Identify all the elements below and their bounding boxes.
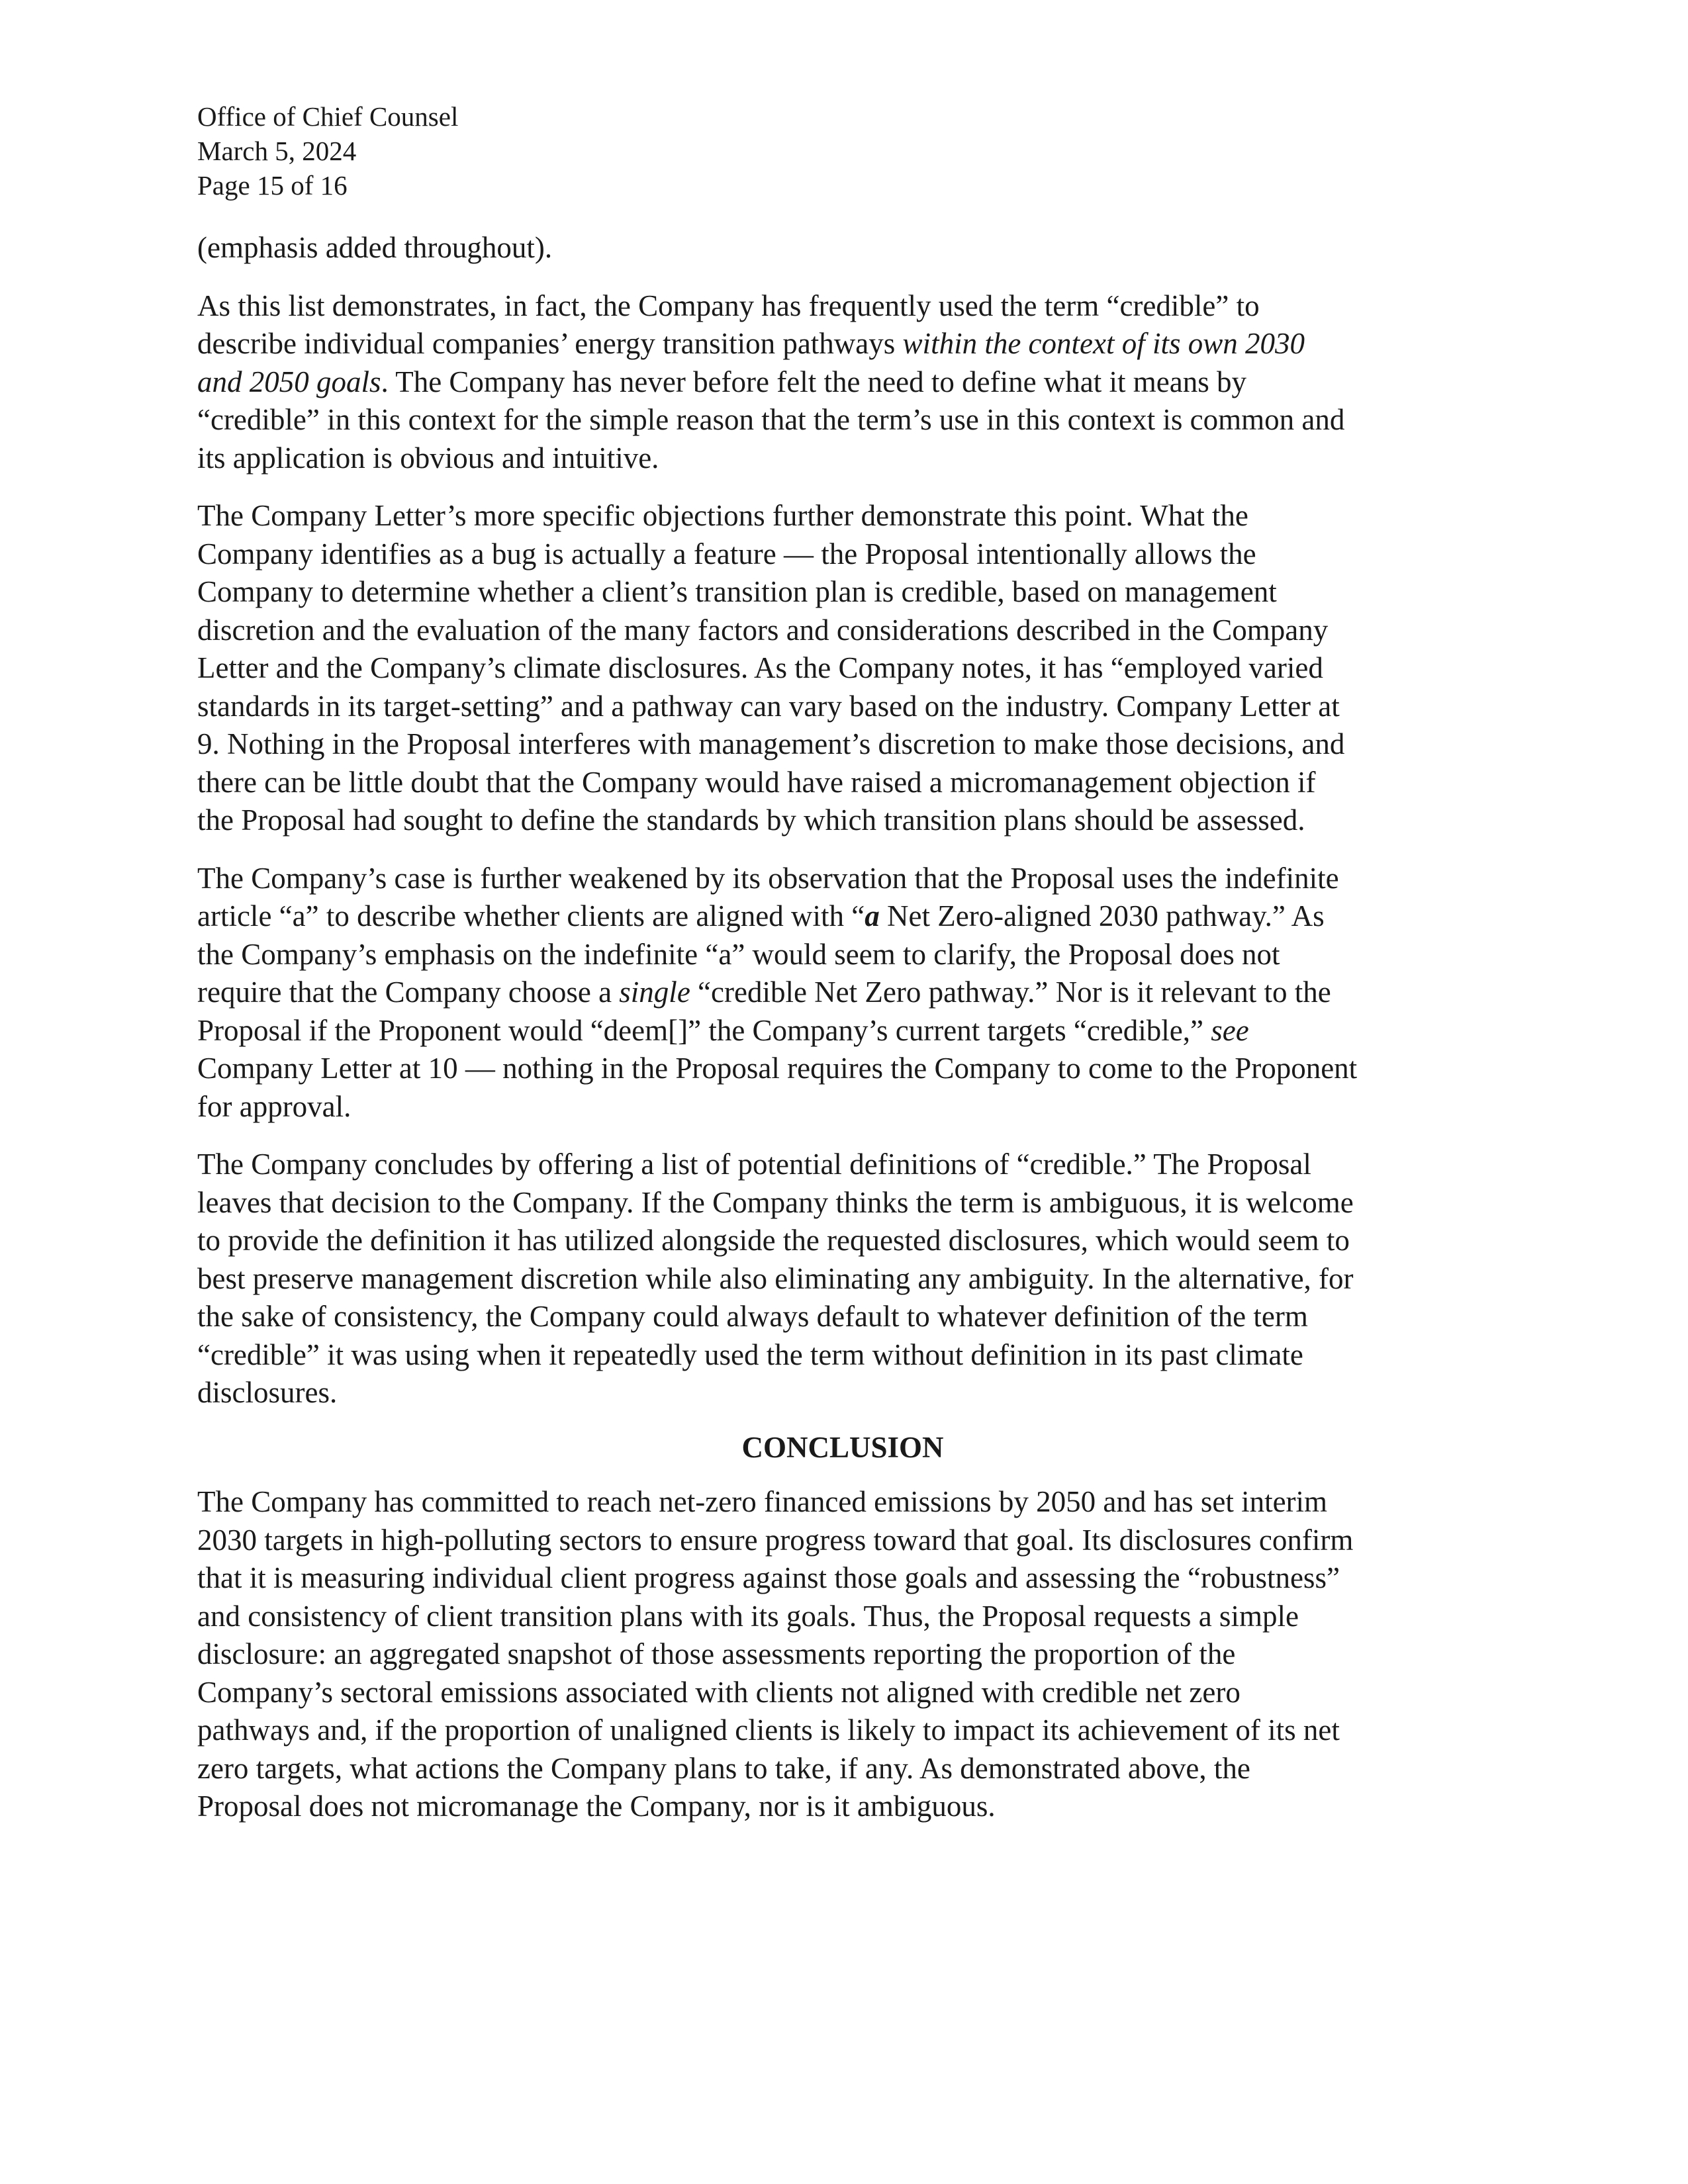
text-line: Company identifies as a bug is actually a feature — the Proposal intentionally allows the bbox=[197, 537, 1256, 570]
text-line bbox=[197, 1012, 1488, 1050]
text-line: disclosure: an aggregated snapshot of those assessments reporting the proportion of the bbox=[197, 1637, 1236, 1670]
text-line: the sake of consistency, the Company could always default to whatever definition of the term bbox=[197, 1300, 1308, 1333]
bold-italic-text: a bbox=[865, 899, 880, 933]
text-line: and consistency of client transition plans with its goals. Thus, the Proposal requests a simple bbox=[197, 1599, 1299, 1633]
text-run: describe individual companies’ energy transition pathways bbox=[197, 327, 903, 360]
header-date: March 5, 2024 bbox=[197, 136, 357, 166]
emphasis-text: single bbox=[619, 976, 690, 1009]
header-page-number: Page 15 of 16 bbox=[197, 170, 348, 201]
section-heading-conclusion: CONCLUSION bbox=[741, 1430, 944, 1464]
text-line: leaves that decision to the Company. If the Company thinks the term is ambiguous, it is welcome bbox=[197, 1185, 1354, 1219]
emphasis-text: within the context of its own 2030 bbox=[902, 327, 1305, 360]
text-line: The Company concludes by offering a list of potential definitions of “credible.” The Proposal bbox=[197, 1148, 1311, 1181]
text-line bbox=[197, 974, 1488, 1012]
text-line: for approval. bbox=[197, 1089, 352, 1123]
emphasis-text: and 2050 goals bbox=[197, 365, 381, 398]
text-line bbox=[197, 897, 1488, 936]
text-line: Proposal does not micromanage the Company, nor is it ambiguous. bbox=[197, 1790, 996, 1823]
text-line: As this list demonstrates, in fact, the Company has frequently used the term “credible” to bbox=[197, 289, 1260, 322]
text-line: standards in its target-setting” and a pathway can vary based on the industry. Company Letter at bbox=[197, 689, 1340, 723]
text-line: The Company’s case is further weakened by its observation that the Proposal uses the indefinite bbox=[197, 861, 1339, 895]
text-line: zero targets, what actions the Company plans to take, if any. As demonstrated above, the bbox=[197, 1751, 1250, 1785]
paragraph-indefinite-article bbox=[197, 860, 1488, 1126]
text-line: (emphasis added throughout). bbox=[197, 231, 553, 264]
text-line: 2030 targets in high-polluting sectors to ensure progress toward that goal. Its disclosures confirm bbox=[197, 1523, 1354, 1557]
text-line: The Company Letter’s more specific objections further demonstrate this point. What the bbox=[197, 499, 1248, 532]
text-line: Letter and the Company’s climate disclosures. As the Company notes, it has “employed varied bbox=[197, 651, 1323, 684]
paragraph-conclusion bbox=[197, 1483, 1488, 1826]
text-line: 9. Nothing in the Proposal interferes with management’s discretion to make those decisions, and bbox=[197, 727, 1345, 760]
text-run: Proposal if the Proponent would “deem[]” the Company’s current targets “credible,” bbox=[197, 1013, 1211, 1047]
paragraph-definitions bbox=[197, 1146, 1488, 1412]
paragraph-credible-usage bbox=[197, 287, 1488, 478]
text-run: require that the Company choose a bbox=[197, 976, 620, 1009]
letter-header bbox=[197, 99, 1488, 203]
text-line: Company’s sectoral emissions associated with clients not aligned with credible net zero bbox=[197, 1675, 1241, 1709]
text-line: best preserve management discretion while also eliminating any ambiguity. In the alternative, for bbox=[197, 1261, 1354, 1295]
paragraph-emphasis-note bbox=[197, 229, 1488, 267]
document-page bbox=[197, 99, 1488, 1826]
text-line: the Company’s emphasis on the indefinite “a” would seem to clarify, the Proposal does not bbox=[197, 937, 1280, 971]
text-run: article “a” to describe whether clients are aligned with “ bbox=[197, 899, 865, 933]
text-run: Net Zero-aligned 2030 pathway.” As bbox=[879, 899, 1325, 933]
text-line: pathways and, if the proportion of unaligned clients is likely to impact its achievement of its net bbox=[197, 1713, 1340, 1747]
text-line: to provide the definition it has utilized alongside the requested disclosures, which would seem to bbox=[197, 1224, 1350, 1257]
header-office: Office of Chief Counsel bbox=[197, 101, 459, 132]
text-line: The Company has committed to reach net-zero financed emissions by 2050 and has set interim bbox=[197, 1485, 1328, 1518]
text-line: disclosures. bbox=[197, 1376, 338, 1409]
text-line: that it is measuring individual client progress against those goals and assessing the “robustness” bbox=[197, 1561, 1340, 1594]
emphasis-text: see bbox=[1211, 1013, 1249, 1047]
paragraph-specific-objections bbox=[197, 497, 1488, 840]
text-line bbox=[197, 363, 1488, 402]
text-line: Company Letter at 10 — nothing in the Proposal requires the Company to come to the Proponent bbox=[197, 1052, 1358, 1085]
text-line: the Proposal had sought to define the standards by which transition plans should be assessed. bbox=[197, 803, 1305, 837]
text-line bbox=[197, 325, 1488, 363]
text-run: “credible Net Zero pathway.” Nor is it relevant to the bbox=[690, 976, 1331, 1009]
text-line: “credible” in this context for the simple reason that the term’s use in this context is common and bbox=[197, 403, 1345, 436]
text-run: . The Company has never before felt the need to define what it means by bbox=[381, 365, 1246, 398]
text-line: there can be little doubt that the Company would have raised a micromanagement objection if bbox=[197, 765, 1316, 799]
text-line: “credible” it was using when it repeatedly used the term without definition in its past climate bbox=[197, 1338, 1303, 1371]
text-line: discretion and the evaluation of the many factors and considerations described in the Company bbox=[197, 613, 1329, 647]
text-line: its application is obvious and intuitive. bbox=[197, 441, 659, 475]
text-line: Company to determine whether a client’s transition plan is credible, based on management bbox=[197, 575, 1277, 608]
